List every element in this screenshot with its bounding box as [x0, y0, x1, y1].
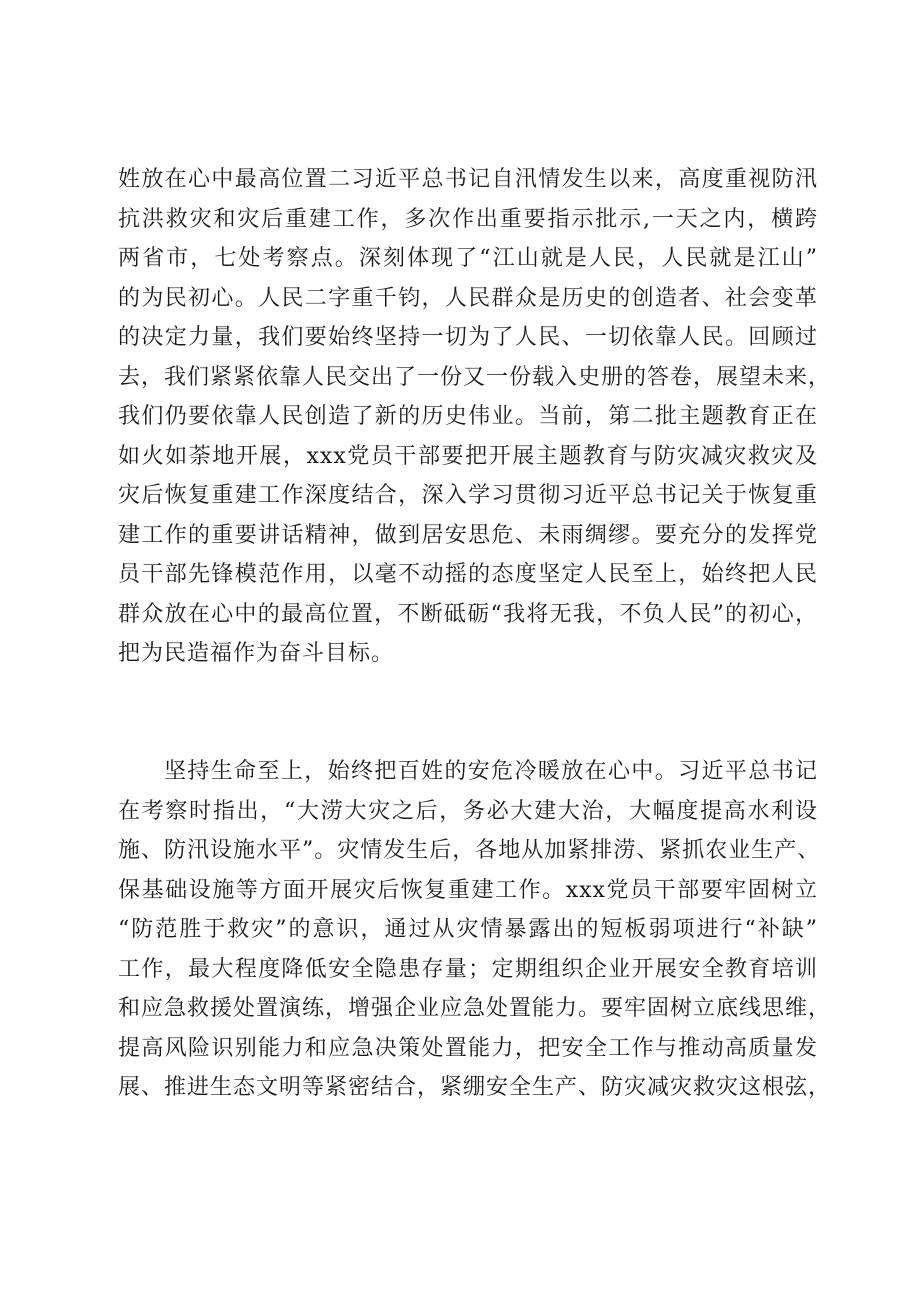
paragraph-line: 抗洪救灾和灾后重建工作，多次作出重要指示批示,一天之内，横跨 — [118, 206, 818, 232]
paragraph-line: 施、防汛设施水平”。灾情发生后，各地从加紧排涝、紧抓农业生产、 — [118, 838, 821, 863]
paragraph-line: 姓放在心中最高位置二习近平总书记自汛情发生以来，高度重视防汛 — [118, 167, 818, 192]
paragraph-line: 群众放在心中的最高位置，不断砥砺“我将无我，不负人民”的初心， — [118, 601, 818, 627]
paragraph-line: 展、推进生态文明等紧密结合，紧绷安全生产、防灾减灾救灾这根弦， — [118, 1075, 832, 1100]
paragraph-line: 我们仍要依靠人民创造了新的历史伟业。当前，第二批主题教育正在 — [118, 404, 818, 429]
paragraph-line: 去，我们紧紧依靠人民交出了一份又一份载入史册的答卷，展望未来， — [118, 364, 832, 390]
paragraph-line: 的为民初心。人民二字重千钧，人民群众是历史的创造者、社会变革 — [118, 285, 818, 311]
paragraph-line: 员干部先锋模范作用，以毫不动摇的态度坚定人民至上，始终把人民 — [118, 562, 818, 587]
paragraph-line: 在考察时指出，“大涝大灾之后，务必大建大治，大幅度提高水利设 — [118, 798, 818, 824]
paragraph-line: 提高风险识别能力和应急决策处置能力，把安全工作与推动高质量发 — [118, 1035, 818, 1061]
paragraph-line: 保基础设施等方面开展灾后恢复重建工作。xxx党员干部要牢固树立 — [118, 877, 818, 903]
paragraph-line: 的决定力量，我们要始终坚持一切为了人民、一切依靠人民。回顾过 — [118, 325, 818, 350]
paragraph-line: 建工作的重要讲话精神，做到居安思危、未雨绸缪。要充分的发挥党 — [118, 522, 818, 548]
paragraph-line: 把为民造福作为奋斗目标。 — [118, 641, 395, 666]
paragraph-1 — [118, 160, 832, 674]
paragraph-line: 灾后恢复重建工作深度结合，深入学习贯彻习近平总书记关于恢复重 — [118, 483, 818, 508]
paragraph-line: 如火如荼地开展，xxx党员干部要把开展主题教育与防灾减灾救灾及 — [118, 443, 818, 469]
paragraph-2 — [118, 752, 832, 1108]
paragraph-line: 工作，最大程度降低安全隐患存量；定期组织企业开展安全教育培训 — [118, 956, 818, 982]
paragraph-line: 和应急救援处置演练，增强企业应急处置能力。要牢固树立底线思维， — [118, 996, 832, 1021]
paragraph-line: 坚持生命至上，始终把百姓的安危冷暖放在心中。习近平总书记 — [164, 759, 818, 784]
paragraph-line: “防范胜于救灾”的意识，通过从灾情暴露出的短板弱项进行“补缺” — [118, 917, 818, 942]
paragraph-line: 两省市，七处考察点。深刻体现了“江山就是人民，人民就是江山” — [118, 246, 818, 271]
